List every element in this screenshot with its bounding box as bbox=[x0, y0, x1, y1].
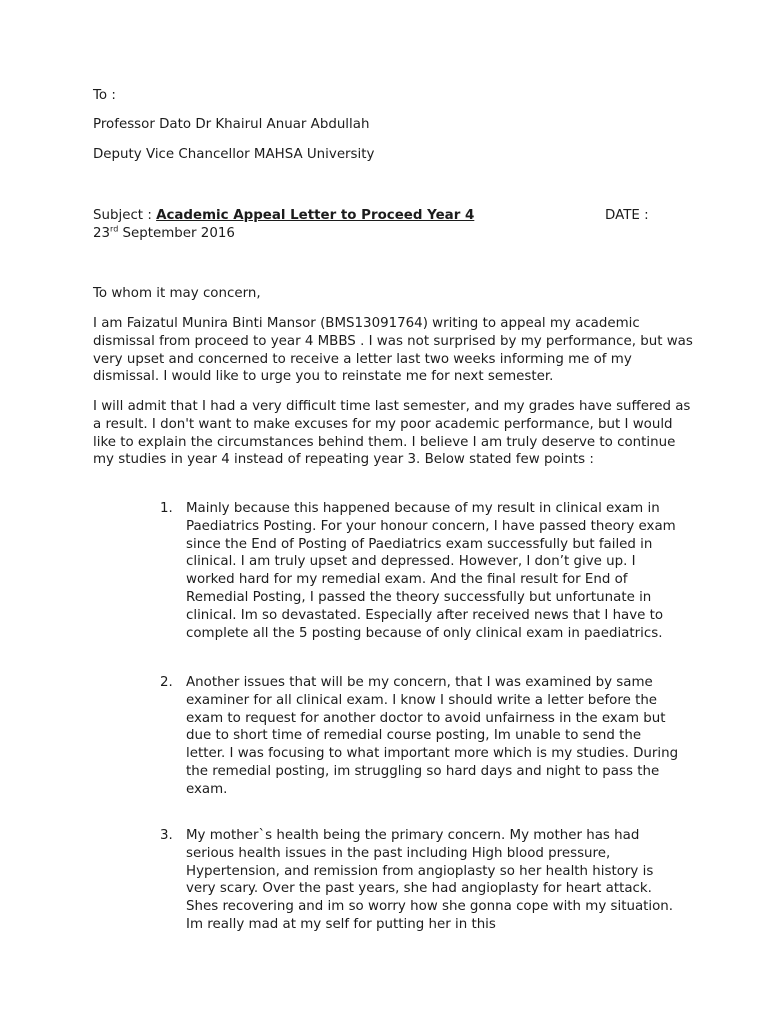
paragraph-intro: I am Faizatul Munira Binti Mansor (BMS13091764) writing to appeal my academic dismissal from proceed to year 4 MBBS . I was not surprised by my performance, but was very upset and concerned to receive a letter last two weeks informing me of my dismissal. I would like to urge you to reinstate me for next semester. bbox=[93, 316, 693, 385]
date-label: DATE : bbox=[605, 208, 649, 223]
subject-line bbox=[93, 207, 693, 225]
paragraph-circumstances: I will admit that I had a very difficult time last semester, and my grades have suffered as a result. I don't want to make excuses for my poor academic performance, but I would like to explain the circumstances behind them. I believe I am truly deserve to continue my studies in year 4 instead of repeating year 3. Below stated few points : bbox=[93, 399, 691, 468]
list-text: My mother`s health being the primary concern. My mother has had serious health issues in the past including High blood pressure, Hypertension, and remission from angioplasty so her health history is very scary. Over the past years, she had angioplasty for heart attack. Shes recovering and im so worry how she gonna cope with my situation. Im really mad at my self for putting her in this bbox=[186, 828, 674, 932]
date-rest: September 2016 bbox=[118, 226, 235, 241]
recipient-title: Deputy Vice Chancellor MAHSA University bbox=[93, 147, 375, 162]
list-number: 2. bbox=[160, 675, 173, 690]
subject-title: Academic Appeal Letter to Proceed Year 4 bbox=[156, 208, 475, 223]
list-item bbox=[160, 500, 680, 642]
subject-label: Subject : bbox=[93, 208, 152, 223]
letter-date bbox=[93, 225, 235, 243]
to-label: To : bbox=[93, 88, 116, 103]
list-text: Mainly because this happened because of my result in clinical exam in Paediatrics Posting. For your honour concern, I have passed theory exam since the End of Posting of Paediatrics exam successfully but failed in clinical. I am truly upset and depressed. However, I don’t give up. I worked hard for my remedial exam. And the final result for End of Remedial Posting, I passed the theory successfully but unfortunate in clinical. Im so devastated. Especially after received news that I have to complete all the 5 posting because of only clinical exam in paediatrics. bbox=[186, 501, 676, 641]
list-item bbox=[160, 674, 680, 799]
list-text: Another issues that will be my concern, that I was examined by same examiner for all clinical exam. I know I should write a letter before the exam to request for another doctor to avoid unfairness in the exam but due to short time of remedial course posting, Im unable to send the letter. I was focusing to what important more which is my studies. During the remedial posting, im struggling so hard days and night to pass the exam. bbox=[186, 675, 679, 797]
recipient-name: Professor Dato Dr Khairul Anuar Abdullah bbox=[93, 117, 370, 132]
date-day: 23 bbox=[93, 226, 111, 241]
list-item bbox=[160, 827, 680, 934]
salutation: To whom it may concern, bbox=[93, 286, 261, 301]
date-suffix: rd bbox=[110, 224, 119, 234]
list-number: 3. bbox=[160, 828, 173, 843]
list-number: 1. bbox=[160, 501, 173, 516]
